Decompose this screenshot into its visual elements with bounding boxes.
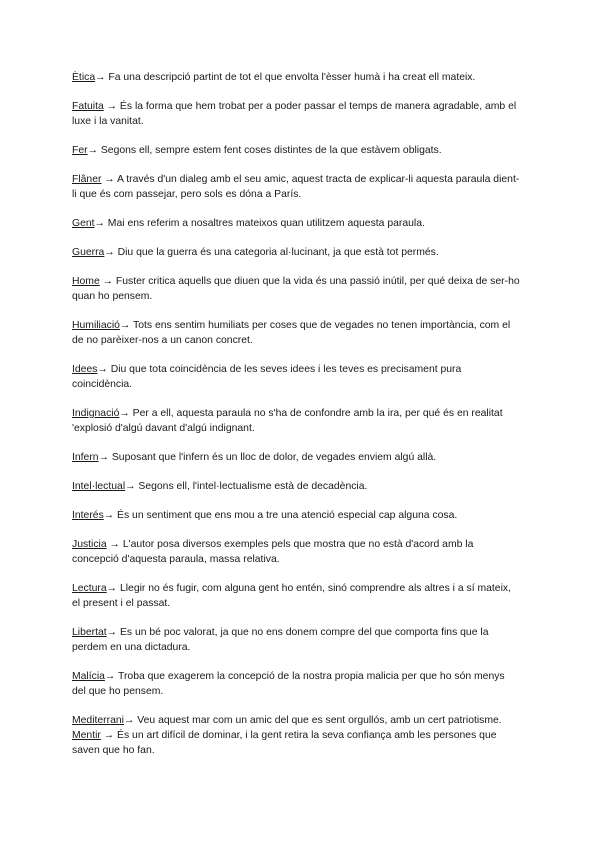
entry-text: És un art difícil de dominar, i la gent retira la seva confiança amb les persones que saven que ho fan. — [72, 730, 497, 756]
entry-home — [72, 274, 520, 304]
entry-interes — [72, 508, 520, 523]
entry-text: Diu que tota coincidència de les seves idees i les teves es precisament pura coincidència. — [72, 364, 462, 390]
entry-infern — [72, 450, 520, 465]
entry-text: Tots ens sentim humiliats per coses que de vegades no tenen importància, com el de no parèixer-nos a un canon concret. — [72, 320, 511, 346]
entry-justicia — [72, 537, 520, 567]
arrow-icon: → — [119, 408, 130, 419]
entry-mentir — [72, 728, 520, 758]
entry-etica — [72, 70, 520, 85]
entry-term: Gent — [72, 218, 95, 229]
arrow-icon: → — [106, 539, 120, 550]
entry-text: Segons ell, sempre estem fent coses distintes de la que estàvem obligats. — [97, 145, 442, 156]
entry-term: Mentir — [72, 730, 101, 741]
entry-term: Malícia — [72, 671, 105, 682]
entry-term: Infern — [72, 452, 99, 463]
entry-text: Llegir no és fugir, com alguna gent ho entén, sinó comprendre als altres i a sí mateix, el present i el passat. — [72, 583, 511, 609]
arrow-icon: → — [94, 218, 105, 229]
arrow-icon: → — [100, 730, 115, 741]
entry-term: Indignació — [72, 408, 120, 419]
entry-text: Troba que exagerem la concepció de la nostra propia malicia per que ho són menys del que ho pensem. — [72, 671, 505, 697]
entry-text: Segons ell, l'intel·lectualisme està de decadència. — [135, 481, 368, 492]
entry-lectura — [72, 581, 520, 611]
entry-term: Intel·lectual — [72, 481, 126, 492]
arrow-icon: → — [98, 452, 109, 463]
entry-fer — [72, 143, 520, 158]
entry-text: És la forma que hem trobat per a poder passar el temps de manera agradable, amb el luxe i la vanitat. — [72, 101, 517, 127]
entry-text: Es un bé poc valorat, ja que no ens donem compre del que comporta fins que la perdem en una dictadura. — [72, 627, 489, 653]
entry-guerra — [72, 245, 520, 260]
entry-text: Fa una descripció partint de tot el que envolta l'èsser humà i ha creat ell mateix. — [105, 72, 476, 83]
arrow-icon: → — [123, 715, 135, 726]
entry-term: Justicia — [72, 539, 107, 550]
entry-text: Suposant que l'infern és un lloc de dolor, de vegades enviem algú allà. — [108, 452, 437, 463]
entry-term: Interés — [72, 510, 104, 521]
arrow-icon: → — [119, 320, 131, 331]
arrow-icon: → — [97, 364, 108, 375]
entry-fatuita — [72, 99, 520, 129]
entry-term: Idees — [72, 364, 98, 375]
entry-term: Humiliació — [72, 320, 120, 331]
arrow-icon: → — [103, 510, 115, 521]
entry-term: Home — [72, 276, 100, 287]
entry-idees — [72, 362, 520, 392]
entry-indignacio — [72, 406, 520, 436]
entry-term: Ètica — [72, 72, 96, 83]
entry-term: Libertat — [72, 627, 107, 638]
entry-malicia — [72, 669, 520, 699]
arrow-icon: → — [125, 481, 136, 492]
entry-term: Guerra — [72, 247, 105, 258]
entry-flaner — [72, 172, 520, 202]
entry-mediterrani — [72, 713, 520, 728]
entry-term: Fatuita — [72, 101, 104, 112]
arrow-icon: → — [103, 101, 118, 112]
entry-term: Lectura — [72, 583, 107, 594]
entry-libertat — [72, 625, 520, 655]
arrow-icon: → — [106, 627, 118, 638]
arrow-icon: → — [104, 247, 115, 258]
entry-term: Fer — [72, 145, 88, 156]
entry-text: L'autor posa diversos exemples pels que mostra que no està d'acord amb la concepció d'aquesta paraula, massa relativa. — [72, 539, 474, 565]
arrow-icon: → — [95, 72, 106, 83]
entry-intellectual — [72, 479, 520, 494]
arrow-icon: → — [106, 583, 118, 594]
entry-gent — [72, 216, 520, 231]
document-page — [72, 70, 520, 758]
arrow-icon: → — [104, 671, 116, 682]
entry-term: Flâner — [72, 174, 102, 185]
entry-text: Per a ell, aquesta paraula no s'ha de confondre amb la ira, per qué és en realitat 'explosió d'algú davant d'algú indignant. — [72, 408, 503, 434]
entry-text: Fuster critica aquells que diuen que la vida és una passió inútil, per qué deixa de ser-ho quan ho pensem. — [72, 276, 520, 302]
entry-text: Mai ens referim a nosaltres mateixos quan utilitzem aquesta paraula. — [104, 218, 425, 229]
entry-term: Mediterrani — [72, 715, 124, 726]
entry-text: És un sentiment que ens mou a tre una atenció especial cap alguna cosa. — [114, 510, 458, 521]
entry-text: Diu que la guerra és una categoria al·lucinant, ja que està tot permés. — [114, 247, 439, 258]
entry-text: Veu aquest mar com un amic del que es sent orgullós, amb un cert patriotisme. — [134, 715, 502, 726]
arrow-icon: → — [99, 276, 113, 287]
arrow-icon: → — [101, 174, 115, 185]
entry-humiliacio — [72, 318, 520, 348]
entry-text: A través d'un dialeg amb el seu amic, aquest tracta de explicar-li aquesta paraula dient-li que és com passejar, pero sols es dóna a París. — [72, 174, 520, 200]
arrow-icon: → — [87, 145, 98, 156]
